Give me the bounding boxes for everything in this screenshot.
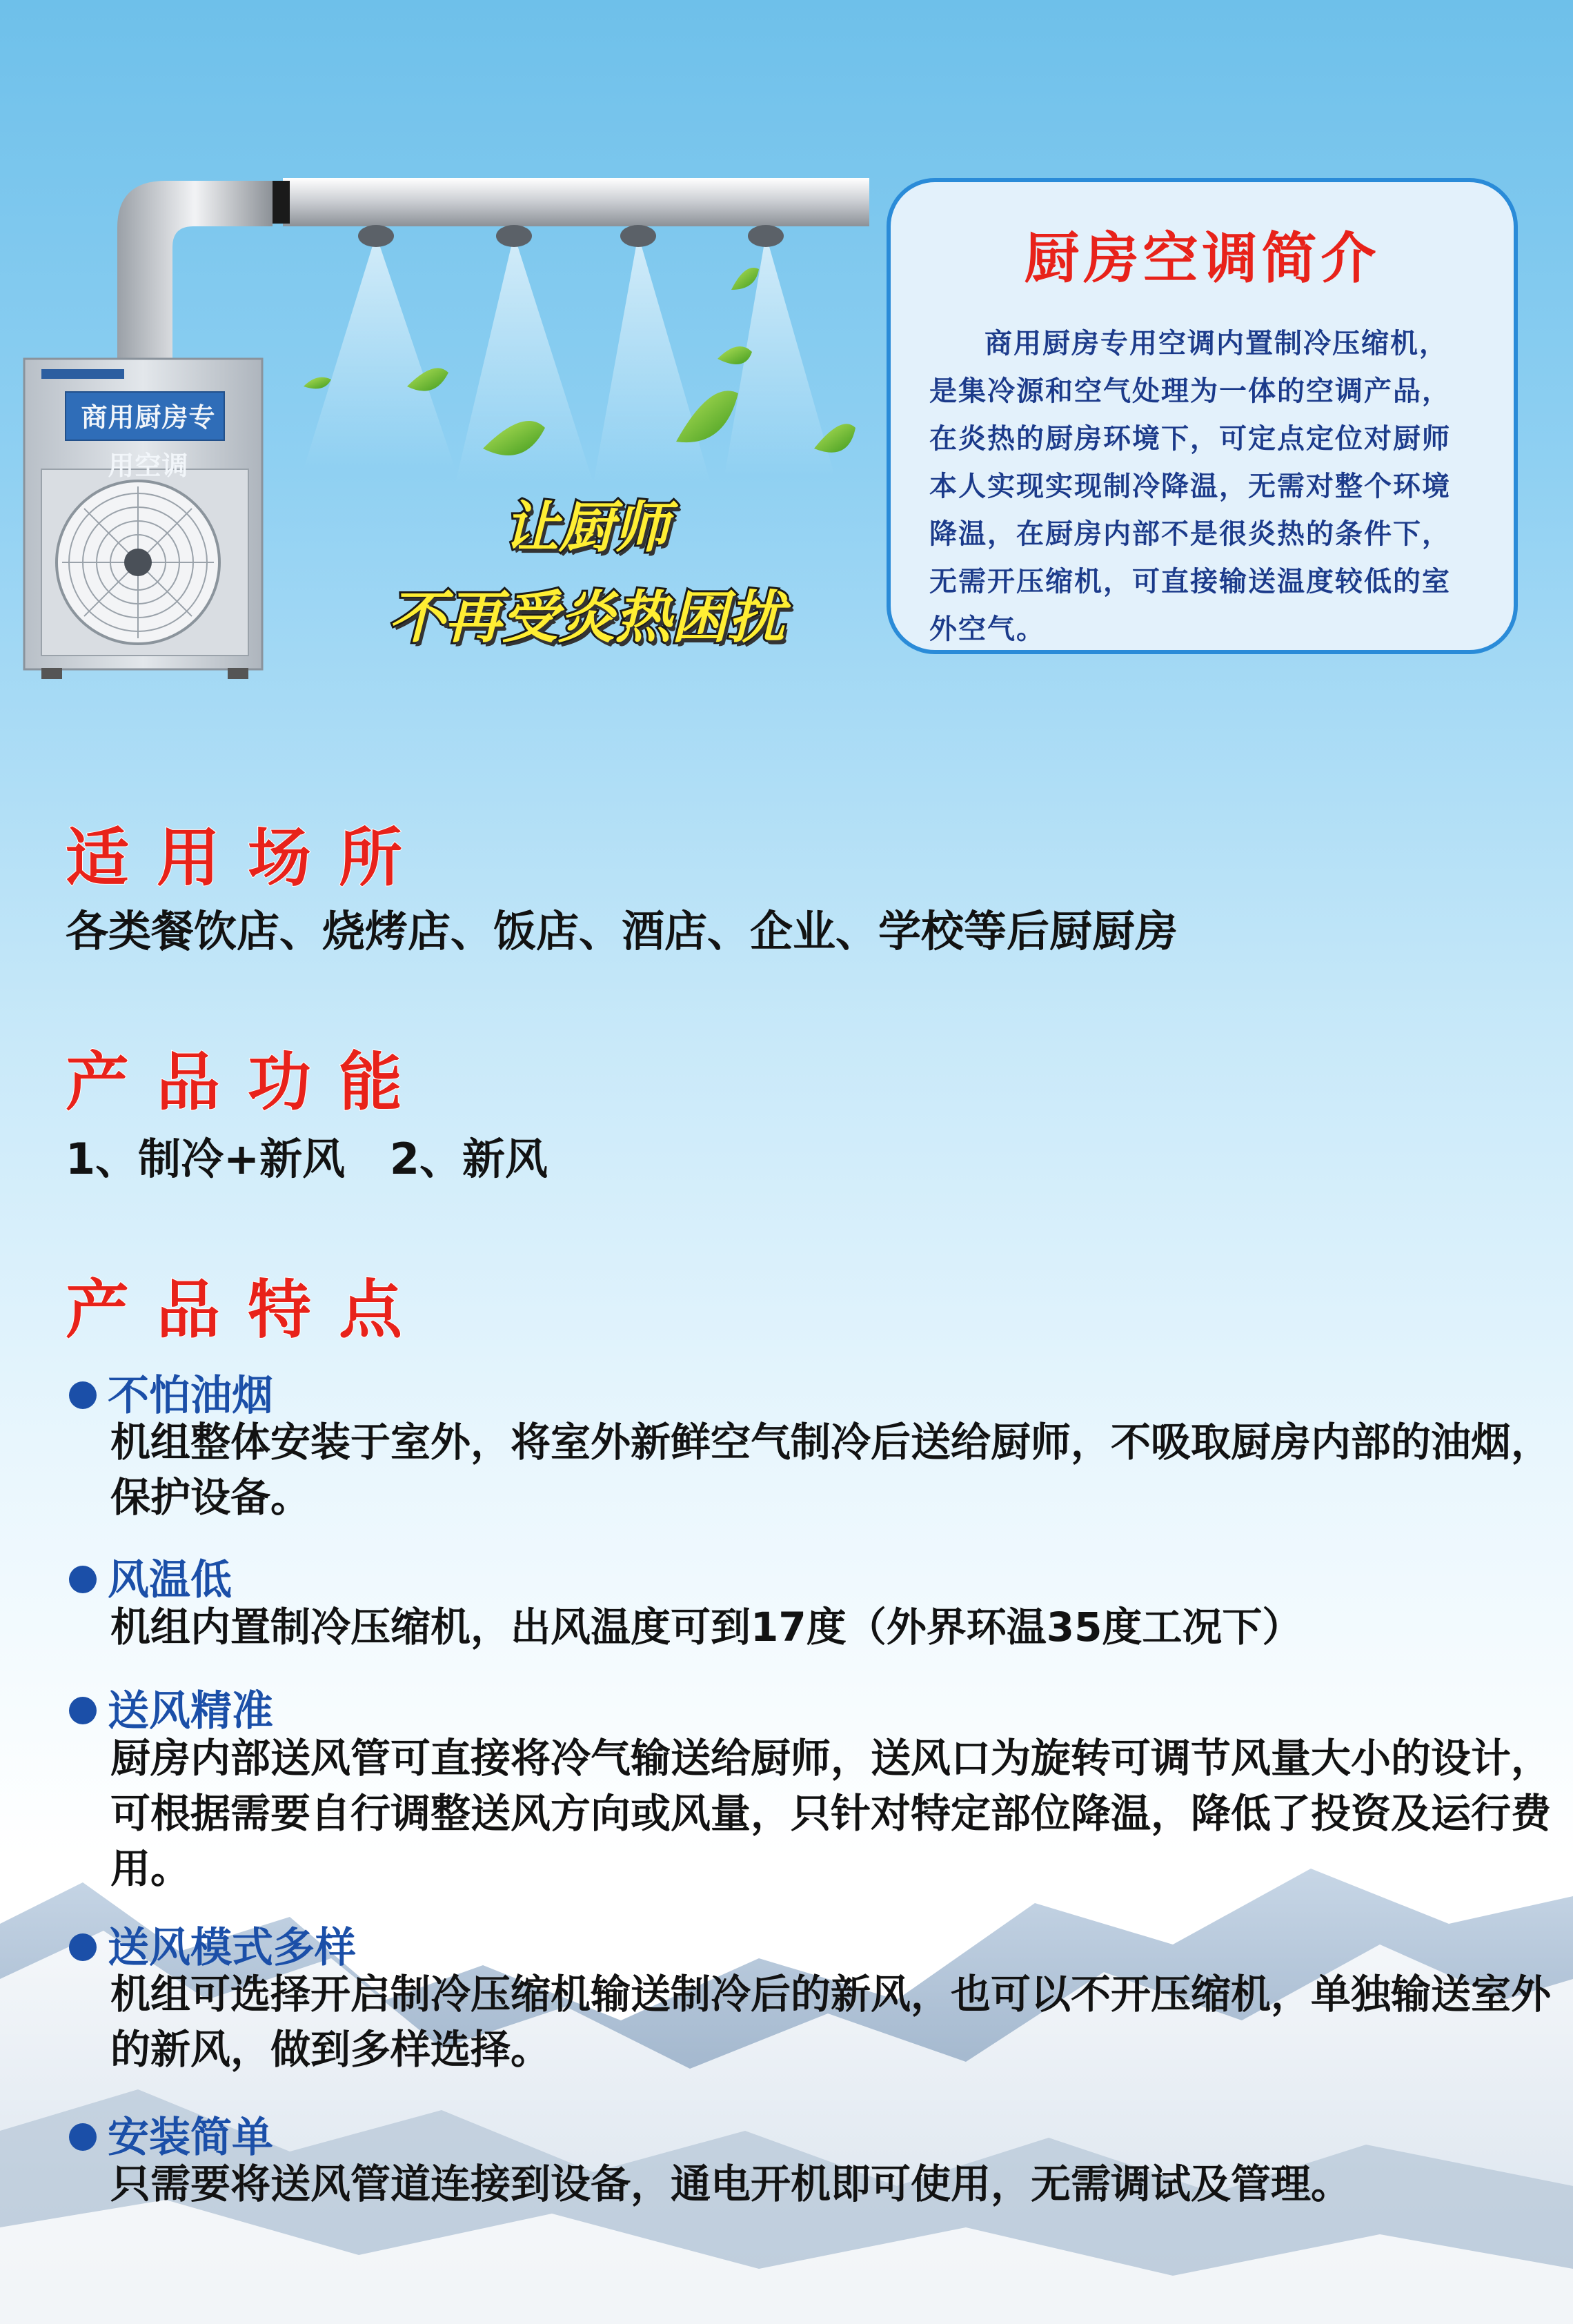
bullet-dot	[69, 1697, 97, 1724]
feature-4-title: 送风模式多样	[69, 1915, 356, 1974]
intro-panel	[887, 178, 1518, 654]
slogan-line-2: 不再受炎热困扰	[388, 585, 784, 651]
feature-4-body: 机组可选择开启制冷压缩机输送制冷后的新风，也可以不开压缩机，单独输送室外的新风，做到多样选择。	[110, 1971, 1552, 2073]
bullet-dot	[69, 1566, 97, 1593]
unit-brand-label: 商用厨房专用空调	[81, 402, 216, 481]
intro-body: 商用厨房专用空调内置制冷压缩机，是集冷源和空气处理为一体的空调产品，在炎热的厨房环境下，可定点定位对厨师本人实现实现制冷降温，无需对整个环境降温，在厨房内部不是很炎热的条件下，无需开压缩机，可直接输送温度较低的室外空气。	[929, 327, 1451, 645]
venues-text: 各类餐饮店、烧烤店、饭店、酒店、企业、学校等后厨厨房	[66, 906, 1178, 956]
bullet-dot	[69, 2123, 97, 2151]
feature-2-title: 风温低	[69, 1547, 232, 1606]
feature-1-body: 机组整体安装于室外，将室外新鲜空气制冷后送给厨师，不吸取厨房内部的油烟，保护设备。	[110, 1419, 1552, 1521]
slogan-line-1: 让厨师	[504, 495, 669, 560]
functions-text: 1、制冷+新风 2、新风	[66, 1134, 548, 1184]
feature-3-body: 厨房内部送风管可直接将冷气输送给厨师，送风口为旋转可调节风量大小的设计，可根据需要自行调整送风方向或风量，只针对特定部位降温，降低了投资及运行费用。	[110, 1735, 1552, 1892]
functions-title: 产品功能	[66, 1045, 431, 1119]
venues-title: 适用场所	[66, 821, 431, 895]
intro-title: 厨房空调简介	[1024, 226, 1381, 290]
feature-5-title: 安装简单	[69, 2105, 273, 2164]
feature-3-title: 送风精准	[69, 1678, 273, 1737]
bullet-dot	[69, 1381, 97, 1409]
feature-5-body: 只需要将送风管道连接到设备，通电开机即可使用，无需调试及管理。	[110, 2160, 1352, 2207]
snow-mountains-image	[0, 1841, 1573, 2324]
bullet-dot	[69, 1933, 97, 1961]
feature-1-title: 不怕油烟	[69, 1363, 273, 1422]
features-title: 产品特点	[66, 1273, 431, 1347]
feature-2-body: 机组内置制冷压缩机，出风温度可到17度（外界环温35度工况下）	[110, 1604, 1303, 1651]
